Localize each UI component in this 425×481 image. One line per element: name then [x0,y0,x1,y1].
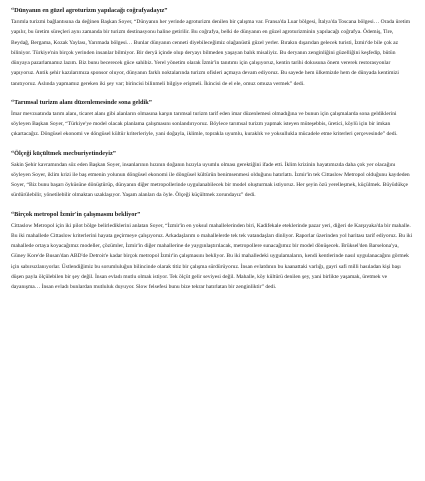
section-paragraph: İmar mevzuatında tarım alanı, ticaret alanı gibi alanların olmasına karşın tarımsal turizm tarif eden imar düzenlemesi olmadığına ve bunun için çalışmalarda sona geldiklerini söyleyen Başkan Soyer, “Türkiye'ye model olacak planlama çalışmasını sonlandırıyoruz. Böylece tarımsal turizm yapmak isteyen müteşebbis, üretici, köylü için bir imkan çıkartacağız. Döngüsel ekonomi ve döngüsel kültür kriterleriyle, yani doğayla, iklimle, toprakla uyumlu, kuraklık ve yoksullukla mücadele etme kriterleri çerçevesinde” dedi. [11,110,398,138]
section-heading: “Tarımsal turizm alanı düzenlemesinde sona geldik” [11,98,152,106]
section-divider [11,201,413,210]
section-paragraph: Sakin Şehir kavramından söz eden Başkan Soyer, insanlarının hızının doğanın hızıyla uyumlu olması gerektiğini ifade etti. İklim krizinin hayatımızda daha çok yer olacağını söyleyen Soyer, iklim krizi ile baş etmenin yolunun döngüsel ekonomi ile döngüsel kültürün benimsenmesi olduğunu hatırlattı. İzmir'in tek Cittaslow Metropol olduğunu kaydeden Soyer, “Biz bunu başarı öyküsüne dönüştürüp, dünyanın diğer metropollerinde uygulanabilecek bir model oluşturmak istiyoruz. Her şeyin özü yerelleşmek, küçülmek. Büyüdükçe sürdürülebilir, yönetilebilir olmaktan uzaklaşıyor. Yaşam alanları da öyle. Ölçeği küçültmek zorundayız” dedi. [11,161,410,199]
article-section [11,6,413,89]
section-divider [11,89,413,98]
section-divider [11,140,413,149]
article-section [11,98,413,140]
section-heading: “Ölçeği küçültmek mecburiyetindeyiz” [11,149,116,157]
article-section [11,210,413,293]
section-paragraph: Cittaslow Metropol için iki pilot bölge belirlediklerini anlatan Soyer, “İzmir'in en yoksul mahallelerinden biri, Kadifekale eteklerinde pazar yeri, diğeri de Karşıyaka'da bir mahalle. Bu iki mahallede Cittaslow kriterlerini hayata geçirmeye çalışıyoruz. Arkadaşlarım o mahallelerde tek tek vatandaşları dinliyor. Raporlar üzerinden yol haritası tarif ediyoruz. Bu iki mahallede ortaya koyacağımız modeller, çözümler, İzmir'in diğer mahallerine de yaygınlaştırılacak, metropollere sunacağımız bir model dönüşecek. Brüksel'den Barselona'ya, Güney Kore'de Busan'dan ABD'de Detroit'e kadar birçok metropol İzmir'in çalışmasını bekliyor. Bu iki mahalledeki uygulamaların, kendi kentlerinde nasıl uygulanacağını görmek için sabırsızlanıyorlar. Üstlendiğimiz bu sorumluluğun bilincinde olarak titiz bir çalışma sürdürüyoruz. İnsan evlatdının bu kaanattaki varlığı, gayri safi milli hasıladan kişi başı düşen payla ölçülebilen bir şey değil. İnsan evladı mutlu olmak istiyor. Tek ölçüt gelir seviyesi değil. Mahalle, köy kültürü denilen şey, yani birlikte yaşamak, üretmek ve dayanışma… İnsan evladı bunlardan mutluluk duyuyor. Slow felsefesi bunu bize tekrar hatırlatan bir zenginliktir” dedi. [11,222,413,290]
article-section [11,149,413,201]
section-paragraph: Tarımla turizmi bağlantısına da değinen Başkan Soyer, “Dünyanın her yerinde agroturizm denilen bir çalışma var. Fransa'da Luar bölgesi, İtalya'da Toscana bölgesi… Orada üretim yapılır, bu üretim süreçleri aynı zamanda bir turizm destinasyonu haline getirilir. Bu coğrafya, belki de dünyanın en güzel agroturizminin yapılacağı coğrafya. Ödemiş, Tire, Beydağ, Bergama, Kozak Yaylası, Yarımada bölgesi… Bunlar dünyanın cenneti diyebileceğimiz olağanüstü güzel yerler. Bırakın dışarıdan gelecek turisti, İzmir'de bile çok az biliniyor. Türkiye'nin birçok yerinden insanlar bilmiyor. Bir deryâ içinde olup deryayı bilmeden yaşayan balık misaliyiz. Bu deryanın zenginliğini güzelliğini keşfedip, bütün dünyaya pazarlamamız lazım. Biz bunu becerecek güce sahibiz. Yerel yönetim olarak İzmir'in tanıtımı için çalışıyoruz, kentin tarihi dokusuna önem vererek restorasyonlar yapıyoruz. Antik şehir kazılarımıza sponsor oluyor, dünyanın farklı noktalarında turizm ofisleri açmaya devam ediyoruz. Bu sayede hem ülkemizde hem de dünyada kentimizi tanıtıyoruz. Aslında yapmamız gereken iki şey var; birincisi bilinmeli bilgiye erişmeli. İkincisi de el ele, omuz omuza vermek” dedi. [11,19,411,87]
section-heading: “Birçok metropol İzmir'in çalışmasını bekliyor” [11,210,141,218]
section-heading: “Dünyanın en güzel agroturizm yapılacağı coğrafyadayız” [11,7,168,14]
